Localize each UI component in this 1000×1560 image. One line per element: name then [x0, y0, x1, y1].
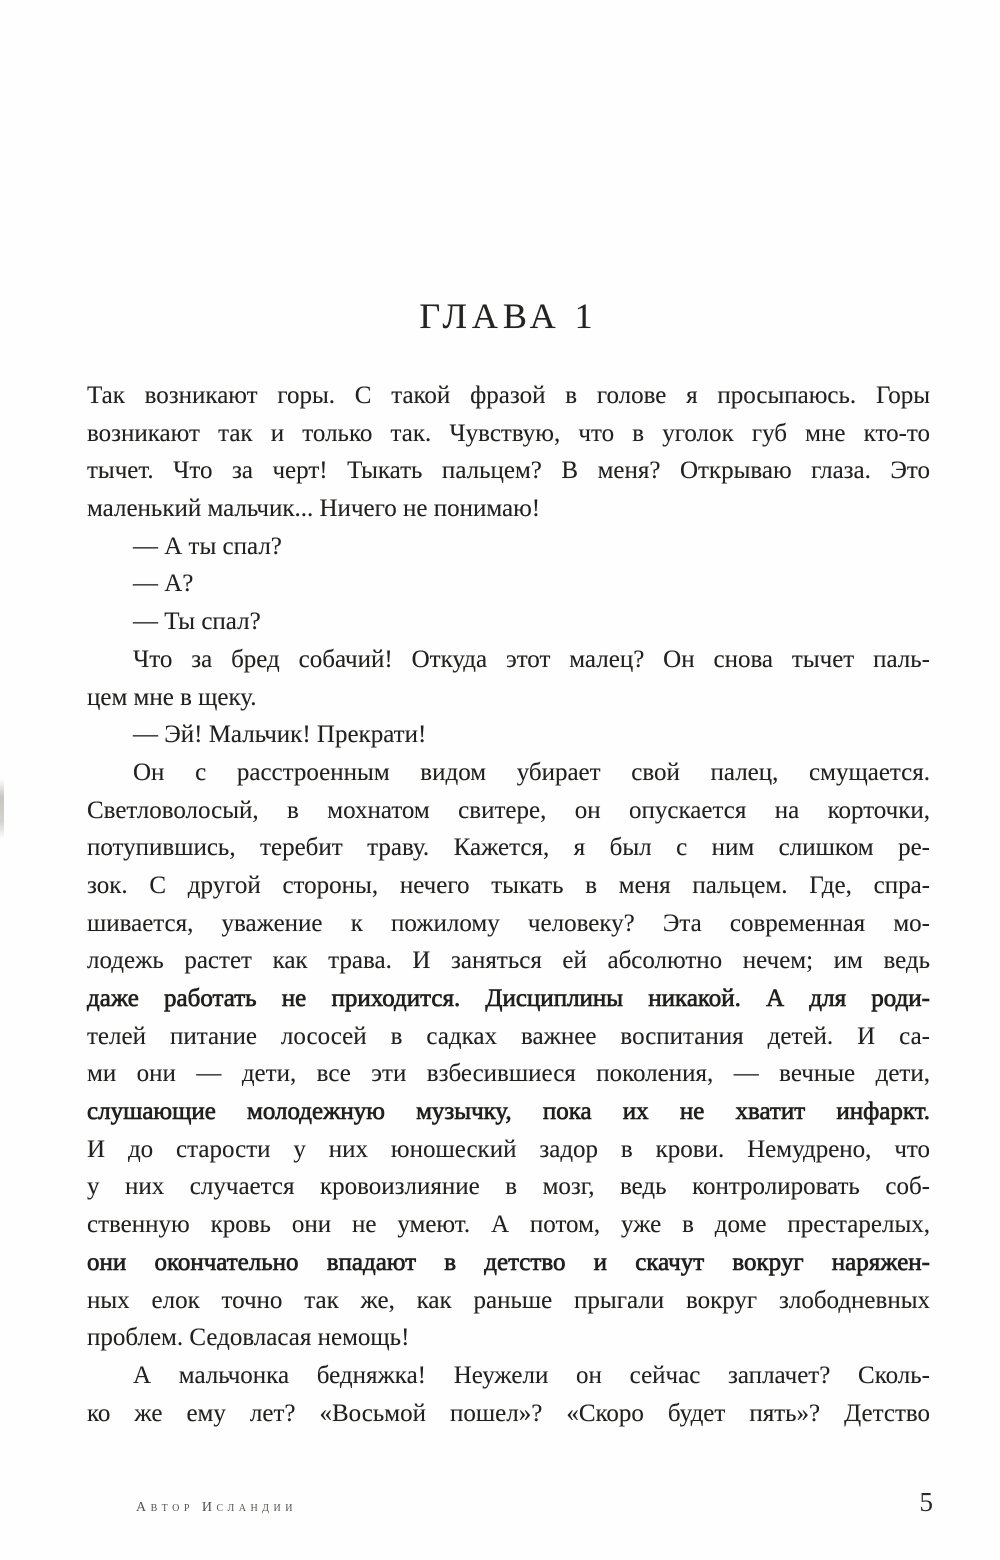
text-line: Так возникают горы. С такой фразой в голове я просыпаюсь. Горы — [87, 382, 930, 409]
text-line: лодежь растет как трава. И заняться ей абсолютно нечем; им ведь — [87, 947, 930, 975]
text-line: ми они — дети, все эти взбесившиеся поколения, — вечные дети, — [87, 1060, 930, 1088]
text-line: ко же ему лет? «Восьмой пошел»? «Скоро будет пять»? Детство — [87, 1399, 930, 1427]
text-line: А мальчонка бедняжка! Неужели он сейчас заплачет? Сколь- — [133, 1361, 930, 1389]
text-line: маленький мальчик... Ничего не понимаю! — [87, 495, 541, 523]
text-line: Светловолосый, в мохнатом свитере, он опускается на корточки, — [87, 796, 930, 824]
body-text — [87, 377, 930, 1432]
scan-artifact-mark — [0, 779, 4, 839]
text-line: цем мне в щеку. — [87, 683, 257, 711]
text-line: И до старости у них юношеский задор в крови. Немудрено, что — [87, 1135, 930, 1163]
text-line: проблем. Седовласая немощь! — [87, 1324, 410, 1352]
text-line: потупившись, теребит траву. Кажется, я был с ним слишком ре- — [87, 834, 930, 862]
text-line: возникают так и только так. Чувствую, что в уголок губ мне кто-то — [87, 419, 930, 447]
chapter-heading: ГЛАВА 1 — [419, 296, 598, 336]
text-line: — Эй! Мальчик! Прекрати! — [133, 721, 427, 749]
text-line: ных елок точно так же, как раньше прыгали вокруг злободневных — [87, 1286, 930, 1314]
text-line: — А? — [133, 570, 194, 598]
text-line: телей питание лососей в садках важнее воспитания детей. И са- — [87, 1022, 930, 1050]
page-number: 5 — [919, 1487, 933, 1517]
text-line: они окончательно впадают в детство и скачут вокруг наряжен- — [87, 1248, 930, 1276]
text-line: тычет. Что за черт! Тыкать пальцем? В меня? Открываю глаза. Это — [87, 457, 930, 485]
text-line: ственную кровь они не умеют. А потом, уже в доме престарелых, — [87, 1211, 930, 1239]
text-line: даже работать не приходится. Дисциплины никакой. А для роди- — [87, 985, 930, 1012]
text-line: Он с расстроенным видом убирает свой палец, смущается. — [133, 758, 930, 786]
text-line: — Ты спал? — [133, 608, 261, 636]
footer-book-title: Автор Исландии — [136, 1500, 297, 1515]
text-line: шивается, уважение к пожилому человеку? Эта современная мо- — [87, 909, 930, 937]
text-line: слушающие молодежную музычку, пока их не хватит инфаркт. — [87, 1098, 930, 1126]
text-line: — А ты спал? — [133, 532, 282, 560]
text-line: у них случается кровоизлияние в мозг, ведь контролировать соб- — [87, 1173, 930, 1201]
text-line: Что за бред собачий! Откуда этот малец? Он снова тычет паль- — [133, 645, 930, 673]
text-line: зок. С другой стороны, нечего тыкать в меня пальцем. Где, спра- — [87, 871, 930, 899]
